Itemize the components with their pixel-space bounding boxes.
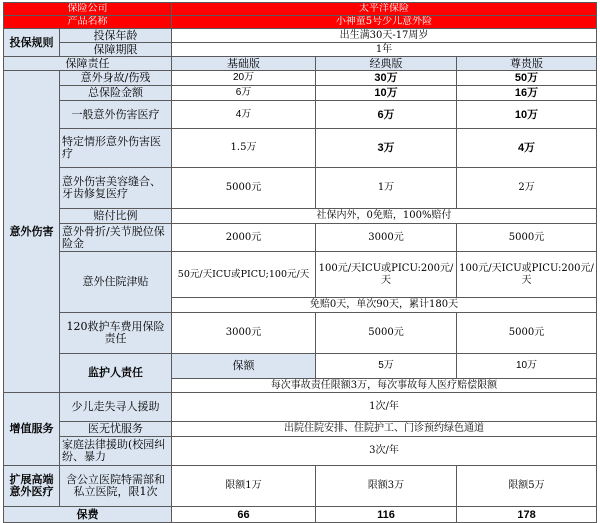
age-value: 出生满30天-17周岁: [172, 29, 597, 43]
services-section-label: 增值服务: [4, 393, 60, 466]
rules-section-label: 投保规则: [4, 29, 60, 57]
hospital-classic: 100元/天ICU或PICU:200元/天: [316, 252, 457, 298]
special-label: 特定情形意外伤害医疗: [60, 129, 172, 168]
lost-child-label: 少儿走失寻人援助: [60, 393, 172, 422]
ambulance-basic: 3000元: [172, 313, 316, 354]
cosmetic-premium: 2万: [457, 168, 597, 209]
premium-classic: 116: [316, 507, 457, 523]
age-row: [4, 29, 597, 43]
cosmetic-row: [4, 168, 597, 209]
general-premium: 10万: [457, 101, 597, 129]
legal-value: 3次/年: [172, 437, 597, 466]
doctor-label: 医无忧服务: [60, 422, 172, 437]
age-label: 投保年龄: [60, 29, 172, 43]
guardian-classic: 10万: [457, 354, 597, 379]
death-row: [4, 71, 597, 86]
extended-classic: 限额3万: [316, 466, 457, 507]
product-value: 小神童5号少儿意外险: [172, 16, 597, 29]
fracture-classic: 3000元: [316, 224, 457, 252]
extended-row: [4, 466, 597, 507]
general-classic: 6万: [316, 101, 457, 129]
guardian-section-label: 监护人责任: [60, 354, 172, 393]
death-classic: 30万: [316, 71, 457, 86]
ambulance-row: [4, 313, 597, 354]
premium-premium: 178: [457, 507, 597, 523]
plan-premium-header: 尊贵版: [457, 57, 597, 71]
fracture-row: [4, 224, 597, 252]
doctor-row: [4, 422, 597, 437]
general-row: [4, 101, 597, 129]
total-row: [4, 86, 597, 101]
doctor-value: 出院住院安排、住院护工、门诊预约绿色通道: [172, 422, 597, 437]
total-basic: 6万: [172, 86, 316, 101]
total-premium: 16万: [457, 86, 597, 101]
fracture-premium: 5000元: [457, 224, 597, 252]
coverage-label: 保障责任: [4, 57, 172, 71]
cosmetic-basic: 5000元: [172, 168, 316, 209]
death-premium: 50万: [457, 71, 597, 86]
cosmetic-label: 意外伤害美容缝合、牙齿修复医疗: [60, 168, 172, 209]
premium-row: [4, 507, 597, 523]
hospital-label: 意外住院津贴: [60, 252, 172, 313]
extended-section-label: 扩展高端意外医疗: [4, 466, 60, 507]
hospital-row: [4, 252, 597, 298]
guardian-basic: 5万: [316, 354, 457, 379]
legal-label: 家庭法律援助(校园纠纷、暴力: [60, 437, 172, 466]
hospital-basic: 50元/天ICU或PICU;100元/天: [172, 252, 316, 298]
extended-item-label: 含公立医院特需部和私立医院，限1次: [60, 466, 172, 507]
special-classic: 3万: [316, 129, 457, 168]
legal-row: [4, 437, 597, 466]
extended-premium: 限额5万: [457, 466, 597, 507]
company-row: [4, 3, 597, 16]
cosmetic-classic: 1万: [316, 168, 457, 209]
total-classic: 10万: [316, 86, 457, 101]
premium-label: 保费: [4, 507, 172, 523]
total-label: 总保险金额: [60, 86, 172, 101]
company-value: 太平洋保险: [172, 3, 597, 16]
ambulance-classic: 5000元: [316, 313, 457, 354]
plan-classic-header: 经典版: [316, 57, 457, 71]
fracture-basic: 2000元: [172, 224, 316, 252]
company-label: 保险公司: [4, 3, 172, 16]
period-label: 保障期限: [60, 43, 172, 57]
hospital-note: 免赔0天，单次90天，累计180天: [172, 298, 597, 313]
period-row: [4, 43, 597, 57]
accident-section-label: 意外伤害: [4, 71, 60, 393]
special-basic: 1.5万: [172, 129, 316, 168]
extended-basic: 限额1万: [172, 466, 316, 507]
fracture-label: 意外骨折/关节脱位保险金: [60, 224, 172, 252]
hospital-premium: 100元/天ICU或PICU:200元/天: [457, 252, 597, 298]
death-basic: 20万: [172, 71, 316, 86]
lost-child-value: 1次/年: [172, 393, 597, 422]
premium-basic: 66: [172, 507, 316, 523]
lost-child-row: [4, 393, 597, 422]
plans-header-row: [4, 57, 597, 71]
ambulance-premium: 5000元: [457, 313, 597, 354]
guardian-note: 每次事故责任限额3万，每次事故每人医疗赔偿限额: [172, 379, 597, 393]
insurance-comparison-table: [3, 2, 597, 523]
general-basic: 4万: [172, 101, 316, 129]
death-label: 意外身故/伤残: [60, 71, 172, 86]
product-row: [4, 16, 597, 29]
special-premium: 4万: [457, 129, 597, 168]
ambulance-label: 120救护车费用保险责任: [60, 313, 172, 354]
guardian-amount-label: 保额: [172, 354, 316, 379]
ratio-label: 赔付比例: [60, 209, 172, 224]
ratio-row: [4, 209, 597, 224]
ratio-value: 社保内外，0免赔，100%赔付: [172, 209, 597, 224]
period-value: 1年: [172, 43, 597, 57]
general-label: 一般意外伤害医疗: [60, 101, 172, 129]
plan-basic-header: 基础版: [172, 57, 316, 71]
guardian-amount-row: [4, 354, 597, 379]
special-row: [4, 129, 597, 168]
product-label: 产品名称: [4, 16, 172, 29]
